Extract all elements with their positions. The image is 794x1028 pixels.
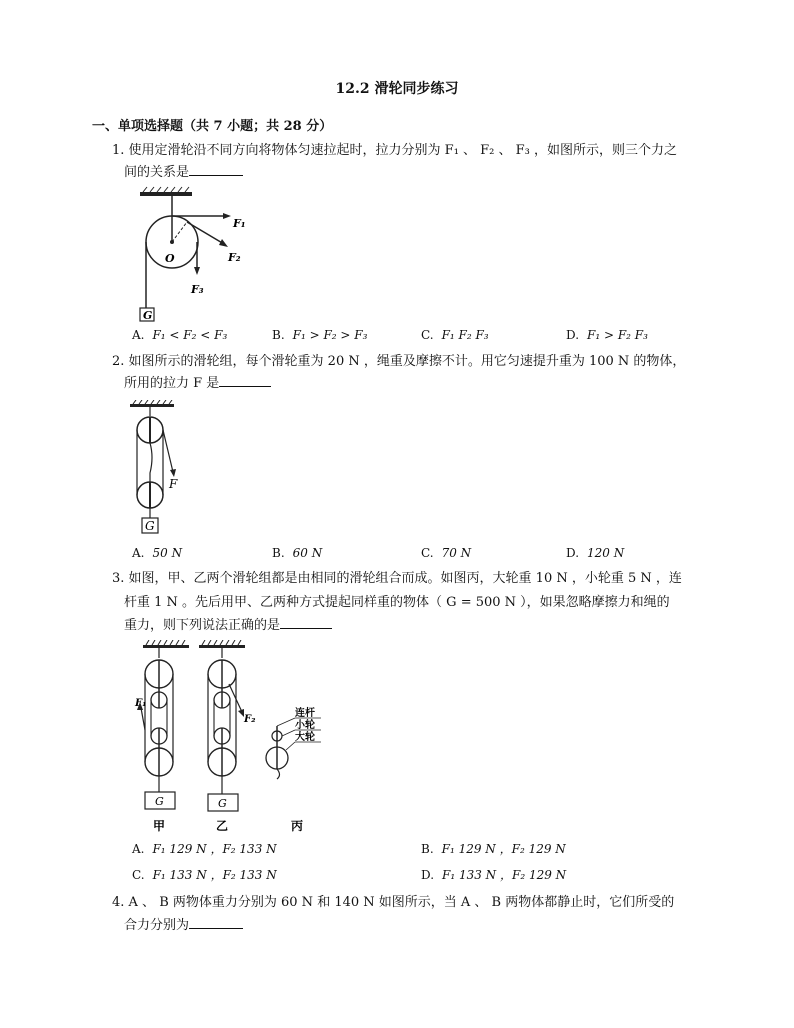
q2-line1: 2. 如图所示的滑轮组，每个滑轮重为 20 N ，绳重及摩擦不计。用它匀速提升重为 100 N 的物体， bbox=[112, 354, 686, 369]
q4-answer-blank[interactable] bbox=[189, 928, 243, 929]
ceiling-hatch bbox=[133, 400, 172, 404]
label-g: G bbox=[145, 519, 155, 533]
q1-line1: 1. 使用定滑轮沿不同方向将物体匀速拉起时，拉力分别为 F₁ 、 F₂ 、 F₃ ，如图所示，则三个力之 bbox=[112, 143, 678, 158]
q3-option-b[interactable]: B. F₁ 129 N ，F₂ 129 N bbox=[421, 842, 566, 856]
pulley-system-yi bbox=[199, 640, 245, 811]
force-f2-arrow bbox=[187, 222, 224, 244]
q2-option-b[interactable]: B. 60 N bbox=[272, 546, 323, 560]
q3-line2: 杆重 1 N 。先后用甲、乙两种方式提起同样重的物体（ G = 500 N ），如果忽略摩擦力和绳的 bbox=[124, 595, 670, 610]
q1-line2 bbox=[124, 162, 243, 184]
ceiling bbox=[140, 192, 192, 196]
q2-figure bbox=[125, 400, 185, 542]
label-f3: F₃ bbox=[191, 283, 204, 296]
q3-option-c[interactable]: C. F₁ 133 N ，F₂ 133 N bbox=[132, 868, 277, 882]
q1-answer-blank[interactable] bbox=[189, 175, 243, 176]
q2-stem-end: 所用的拉力 F 是 bbox=[124, 376, 220, 391]
label-f1: F₁ bbox=[233, 217, 246, 230]
q2-option-c[interactable]: C. 70 N bbox=[421, 546, 472, 560]
label-f1: F₁ bbox=[135, 698, 147, 709]
q3-option-a[interactable]: A. F₁ 129 N ，F₂ 133 N bbox=[132, 842, 277, 856]
q3-figure bbox=[125, 640, 335, 836]
label-dalun: 大轮 bbox=[295, 732, 315, 743]
q1-option-c[interactable]: C. F₁ F₂ F₃ bbox=[421, 328, 489, 342]
q2-option-d[interactable]: D. 120 N bbox=[566, 546, 625, 560]
q3-stem-end: 重力，则下列说法正确的是 bbox=[124, 618, 281, 633]
q4-line1: 4. A 、 B 两物体重力分别为 60 N 和 140 N 如图所示，当 A 、 B 两物体都静止时，它们所受的 bbox=[112, 895, 675, 910]
q3-line1: 3. 如图，甲、乙两个滑轮组都是由相同的滑轮组合而成。如图丙，大轮重 10 N ，小轮重 5 N ，连 bbox=[112, 571, 682, 586]
q4-stem-end: 合力分别为 bbox=[124, 918, 190, 933]
section-heading: 一、单项选择题（共 7 小题；共 28 分） bbox=[92, 119, 333, 134]
label-o: O bbox=[165, 252, 175, 265]
q3-line3 bbox=[124, 615, 332, 637]
force-f2-head bbox=[219, 239, 228, 247]
q1-figure bbox=[125, 186, 265, 336]
label-bing: 丙 bbox=[291, 819, 304, 833]
label-g: G bbox=[143, 309, 153, 322]
pulley-system-jia bbox=[137, 640, 189, 809]
q2-answer-blank[interactable] bbox=[219, 386, 271, 387]
q1-option-a[interactable]: A. F₁ < F₂ < F₃ bbox=[132, 328, 228, 342]
q1-stem-end: 间的关系是 bbox=[124, 165, 190, 180]
label-liangan: 连杆 bbox=[295, 708, 315, 719]
q1-option-d[interactable]: D. F₁ > F₂ F₃ bbox=[566, 328, 648, 342]
label-f2: F₂ bbox=[244, 714, 256, 725]
radius-line bbox=[172, 222, 187, 242]
q2-line2 bbox=[124, 373, 271, 395]
rope-link bbox=[150, 443, 152, 482]
force-f3-head bbox=[194, 267, 200, 275]
q3-answer-blank[interactable] bbox=[280, 628, 332, 629]
label-yi: 乙 bbox=[216, 819, 229, 833]
q1-option-b[interactable]: B. F₁ > F₂ > F₃ bbox=[272, 328, 368, 342]
label-f2: F₂ bbox=[228, 251, 241, 264]
label-g-jia: G bbox=[155, 795, 164, 808]
force-f-head bbox=[170, 469, 176, 477]
ceiling bbox=[130, 404, 174, 407]
q3-option-d[interactable]: D. F₁ 133 N ，F₂ 129 N bbox=[421, 868, 567, 882]
force-f-line bbox=[163, 430, 173, 472]
force-f1-head bbox=[223, 213, 231, 219]
q2-option-a[interactable]: A. 50 N bbox=[132, 546, 183, 560]
q4-line2 bbox=[124, 915, 243, 937]
page-title: 12.2 滑轮同步练习 bbox=[335, 81, 459, 97]
label-g-yi: G bbox=[218, 797, 227, 810]
label-f: F bbox=[169, 477, 178, 491]
label-xiaolun: 小轮 bbox=[295, 720, 315, 731]
ceiling-hatch bbox=[143, 187, 189, 192]
label-jia: 甲 bbox=[153, 819, 166, 833]
